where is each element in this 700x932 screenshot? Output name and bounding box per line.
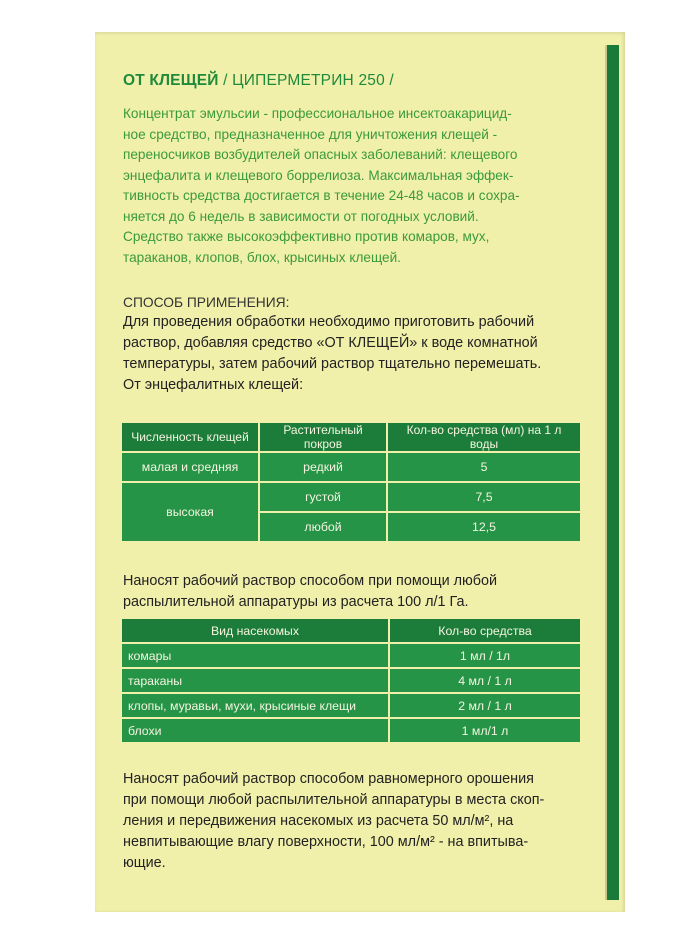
cell-amount: 1 мл/1 л [389,718,581,743]
description-line: няется до 6 недель в зависимости от погодных условий. [123,208,479,224]
method-line: температуры, затем рабочий раствор тщательно перемешать. [123,356,542,372]
method-line: раствор, добавляя средство «ОТ КЛЕЩЕЙ» к воде комнатной [123,335,538,351]
cell-amount: 4 мл / 1 л [389,668,581,693]
description-line: тивность средства достигается в течение 24-48 часов и сохра- [123,188,520,203]
cell-amount: 5 [387,452,581,482]
description-line: переносчиков возбудителей опасных заболеваний: клещевого [123,147,518,162]
table-row [121,643,581,668]
header-amount: Кол-во средства (мл) на 1 л воды [387,422,581,452]
cell-cover: любой [259,512,387,542]
cell-density-high: высокая [121,482,259,542]
table-row [121,452,581,482]
final-line: невпитывающие влагу поверхности, 100 мл/м² - на впитыва- [123,834,529,851]
header-insect-type: Вид насекомых [121,618,389,643]
cell-amount: 2 мл / 1 л [389,693,581,718]
final-text [123,769,544,874]
final-line: при помощи любой распылительной аппаратуры в места скоп- [123,792,545,809]
cell-amount: 12,5 [387,512,581,542]
description-line: тараканов, клопов, блох, крысиных клещей. [123,249,401,265]
insect-dosage-table [120,617,582,744]
description-line: энцефалита и клещевого боррелиоза. Максимальная эффек- [123,167,514,183]
method-line: Для проведения обработки необходимо приготовить рабочий [123,314,535,330]
cell-amount: 1 мл / 1л [389,643,581,668]
header-vegetation-cover: Растительный покров [259,422,387,452]
package-side-edge [605,45,619,900]
table-header-row [121,422,581,452]
table-row [121,482,581,512]
apply-line: распылительной аппаратуры из расчета 100 л/1 Га. [123,594,469,611]
description-line: Средство также высокоэффективно против комаров, мух, [123,229,490,244]
cell-insect: тараканы [121,668,389,693]
cell-amount: 7,5 [387,482,581,512]
apply-line: Наносят рабочий раствор способом при помощи любой [123,573,498,590]
cell-density-low-mid: малая и средняя [121,452,259,482]
apply-text [123,571,497,613]
table-row [121,718,581,743]
final-line: ющие. [123,855,166,872]
cell-insect: комары [121,643,389,668]
method-text [123,312,583,396]
cell-cover: густой [259,482,387,512]
final-line: Наносят рабочий раствор способом равномерного орошения [123,771,534,788]
tick-dosage-table [120,421,582,543]
table-header-row [121,618,581,643]
product-description [123,104,583,268]
description-line: ное средство, предназначенное для уничтожения клещей - [123,126,498,142]
product-brand: ОТ КЛЕЩЕЙ [123,72,219,89]
final-line: ления и передвижения насекомых из расчета 50 мл/м², на [123,813,514,830]
description-line: Концентрат эмульсии - профессиональное инсектоакарицид- [123,106,512,121]
product-title [123,72,583,90]
cell-cover: редкий [259,452,387,482]
label-content [123,72,583,396]
cell-insect: блохи [121,718,389,743]
table-row [121,668,581,693]
method-line: От энцефалитных клещей: [123,377,304,393]
header-tick-density: Численность клещей [121,422,259,452]
table-row [121,693,581,718]
method-heading: СПОСОБ ПРИМЕНЕНИЯ: [123,295,290,310]
cell-insect: клопы, муравьи, мухи, крысиные клещи [121,693,389,718]
header-insect-amount: Кол-во средства [389,618,581,643]
product-subtitle: / ЦИПЕРМЕТРИН 250 / [218,72,394,89]
